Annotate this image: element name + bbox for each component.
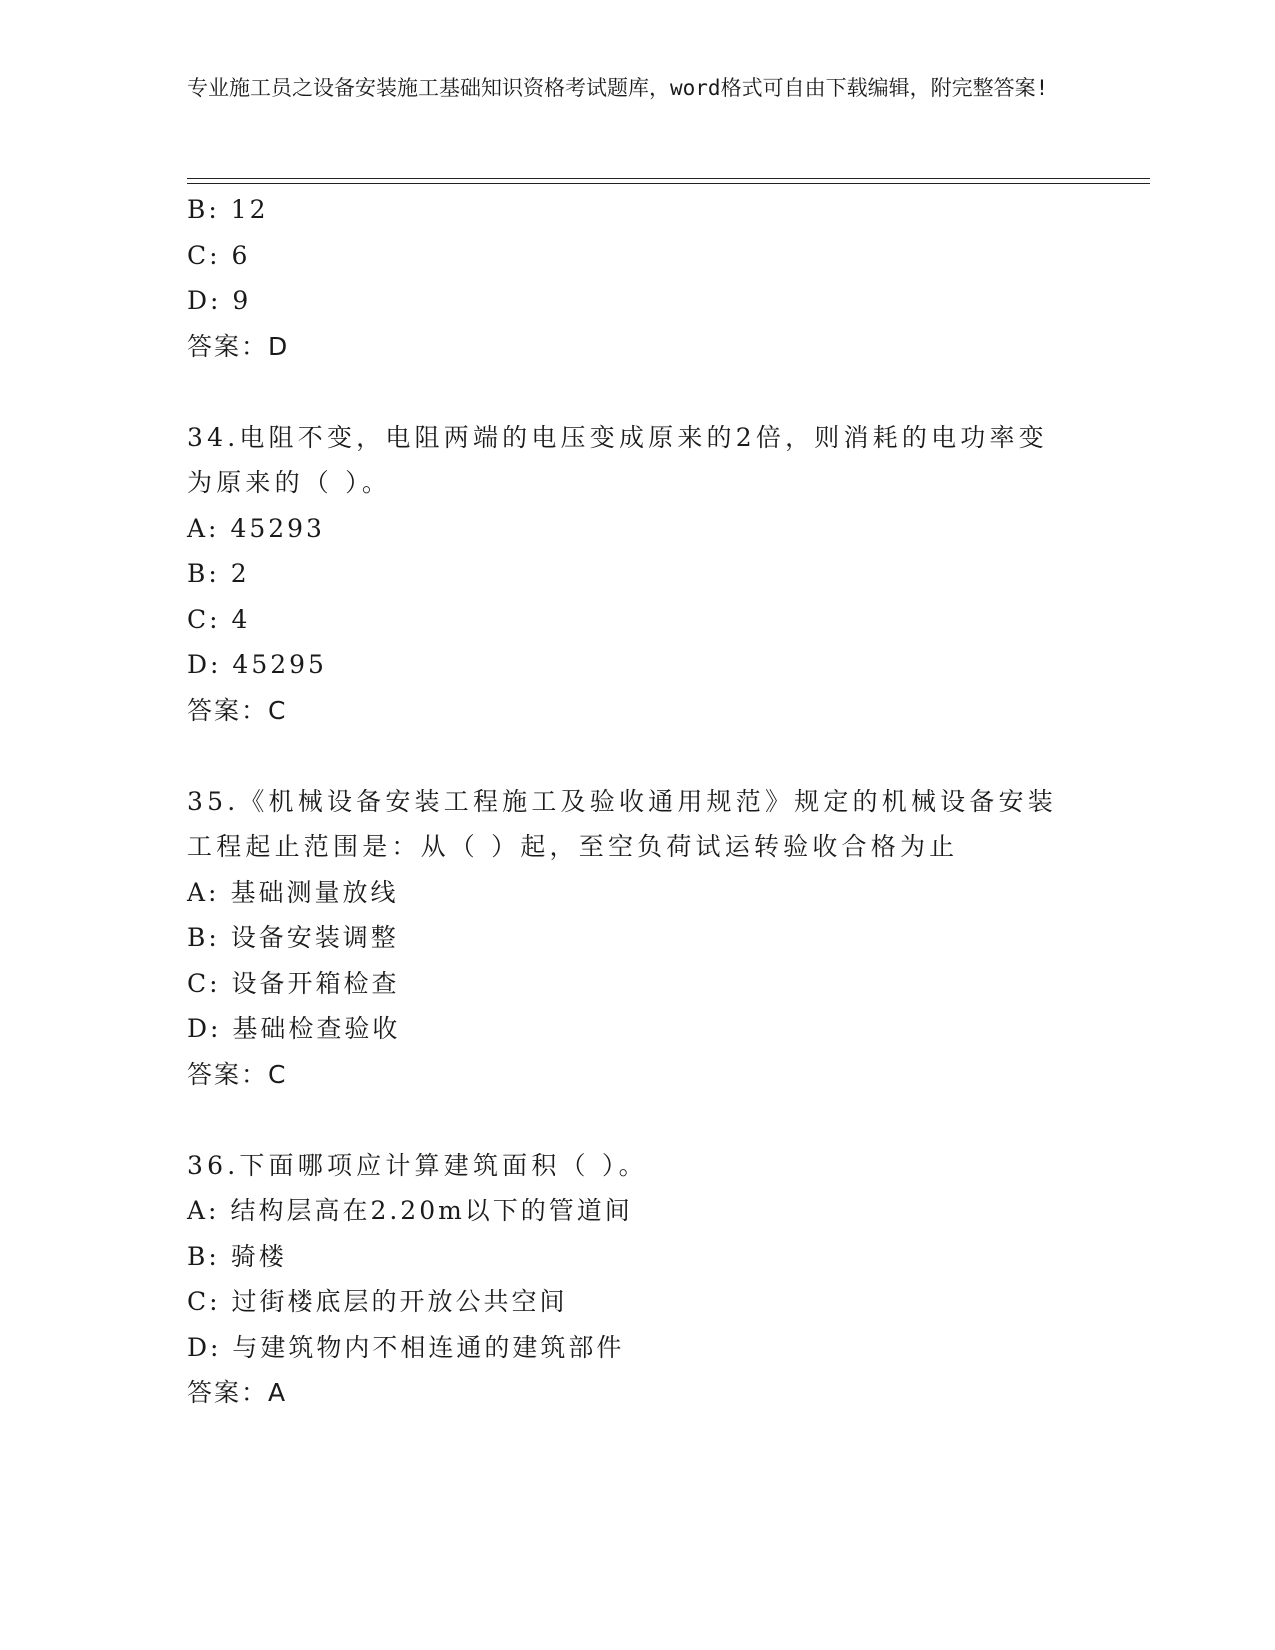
option-label: D: [187,650,222,679]
answer-line: 答案：C [187,695,288,725]
option-label: C: [187,240,221,270]
option-text: 设备开箱检查 [231,968,400,998]
spacer [187,1097,1087,1143]
option-text: 结构层高在2.20m以下的管道间 [230,1196,633,1225]
option-d [187,1006,1087,1052]
question-list [187,187,1087,1416]
spacer [187,733,1087,779]
option-a [187,870,1087,916]
option-text: 骑楼 [230,1241,287,1271]
previous-question-options [187,187,1087,369]
option-label: B: [187,1241,220,1271]
option-label: B: [187,559,220,588]
question-36 [187,1143,1087,1416]
option-b [187,915,1087,961]
option-text: 9 [232,286,252,315]
option-label: D: [187,286,222,315]
answer-line: 答案：A [187,1378,288,1407]
option-text: 45295 [232,650,327,679]
option-text: 12 [230,195,269,224]
option-label: A: [187,1196,220,1225]
option-c [187,1279,1087,1325]
option-label: A: [187,513,220,543]
document-header: 专业施工员之设备安装施工基础知识资格考试题库，word格式可自由下载编辑，附完整答案! [187,76,1049,100]
option-c [187,233,1087,279]
option-text: 2 [230,559,250,588]
option-text: 设备安装调整 [230,923,399,952]
option-a [187,1188,1087,1234]
question-34 [187,415,1087,734]
question-text: 34.电阻不变，电阻两端的电压变成原来的2倍，则消耗的电功率变为原来的（ ）。 [187,422,1048,497]
option-c [187,597,1087,643]
option-b [187,551,1087,597]
option-a [187,506,1087,552]
option-d [187,1325,1087,1371]
option-label: C: [187,1287,221,1316]
option-label: A: [187,877,220,907]
option-b [187,187,1087,233]
option-text: 45293 [230,513,325,543]
answer-line: 答案：C [187,1059,288,1089]
option-text: 与建筑物内不相连通的建筑部件 [232,1332,625,1362]
question-text: 36.下面哪项应计算建筑面积（ ）。 [187,1150,648,1180]
option-text: 过街楼底层的开放公共空间 [231,1287,568,1316]
option-text: 4 [231,604,251,634]
option-label: C: [187,968,221,998]
answer-line: 答案：D [187,331,290,361]
header-divider-bottom [187,183,1150,184]
option-d [187,642,1087,688]
option-b [187,1234,1087,1280]
option-text: 基础检查验收 [232,1014,401,1043]
option-text: 6 [231,240,251,270]
option-label: B: [187,923,220,952]
option-text: 基础测量放线 [230,877,399,907]
option-label: B: [187,195,220,224]
option-label: D: [187,1014,222,1043]
question-35 [187,779,1087,1098]
option-c [187,961,1087,1007]
spacer [187,369,1087,415]
question-text: 35.《机械设备安装工程施工及验收通用规范》规定的机械设备安装工程起止范围是：从（ ）起，至空负荷试运转验收合格为止 [187,786,1057,861]
option-d [187,278,1087,324]
option-label: C: [187,604,221,634]
header-divider-top [187,178,1150,179]
option-label: D: [187,1332,222,1362]
